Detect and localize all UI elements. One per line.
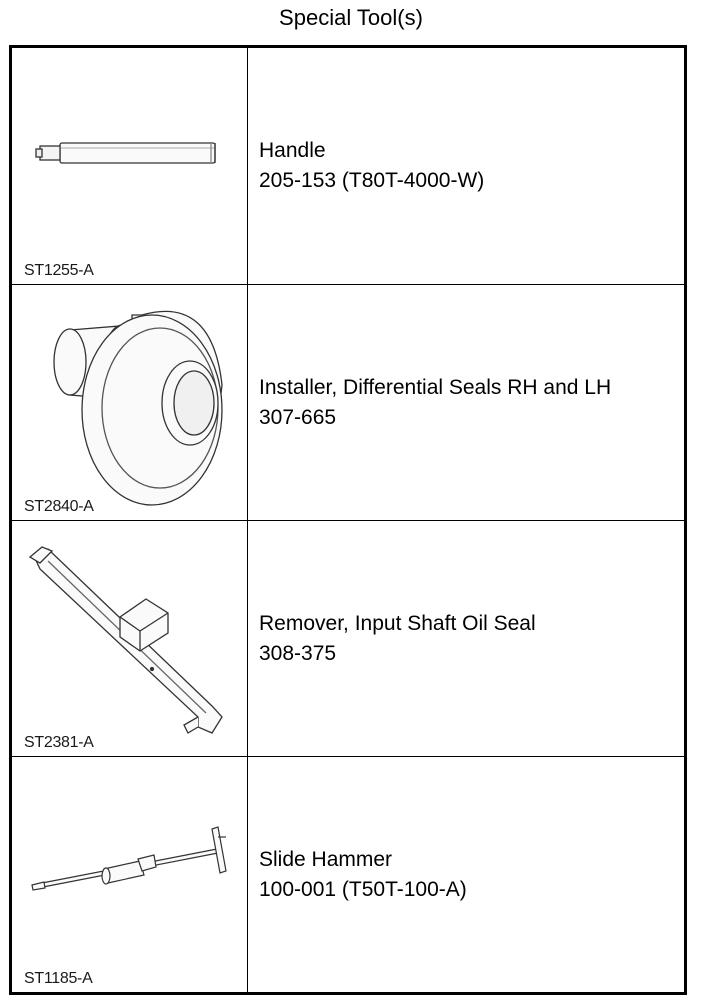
tool-number: 307-665 bbox=[259, 405, 337, 429]
page-title: Special Tool(s) bbox=[279, 5, 423, 30]
oil-seal-remover-icon bbox=[12, 521, 248, 757]
special-tools-table bbox=[9, 45, 687, 995]
tool-image-cell bbox=[12, 48, 248, 284]
tool-code: ST1185-A bbox=[24, 970, 93, 987]
tool-number: 205-153 (T80T-4000-W) bbox=[259, 169, 485, 192]
tool-description bbox=[259, 521, 536, 756]
tool-row-handle bbox=[12, 48, 684, 284]
tool-name: Installer, Differential Seals RH and LH bbox=[259, 375, 612, 399]
tool-name: Slide Hammer bbox=[259, 847, 393, 871]
tool-code: ST1255-A bbox=[24, 262, 94, 279]
tool-number: 100-001 (T50T-100-A) bbox=[259, 877, 467, 901]
tool-number: 308-375 bbox=[259, 641, 337, 665]
tool-description bbox=[259, 757, 467, 992]
tool-image-cell bbox=[12, 521, 248, 756]
tool-description bbox=[259, 48, 484, 284]
tool-image-cell bbox=[12, 757, 248, 992]
tool-row-slide-hammer bbox=[12, 756, 684, 992]
tool-row-installer bbox=[12, 284, 684, 520]
tool-image-cell bbox=[12, 285, 248, 520]
tool-name: Handle bbox=[259, 139, 326, 162]
tool-row-remover bbox=[12, 520, 684, 756]
tool-code: ST2840-A bbox=[24, 498, 94, 515]
seal-installer-icon bbox=[12, 285, 248, 521]
slide-hammer-icon bbox=[12, 757, 248, 993]
tool-description bbox=[259, 285, 611, 520]
handle-icon bbox=[12, 48, 248, 284]
tool-code: ST2381-A bbox=[24, 734, 94, 751]
tool-name: Remover, Input Shaft Oil Seal bbox=[259, 611, 536, 635]
